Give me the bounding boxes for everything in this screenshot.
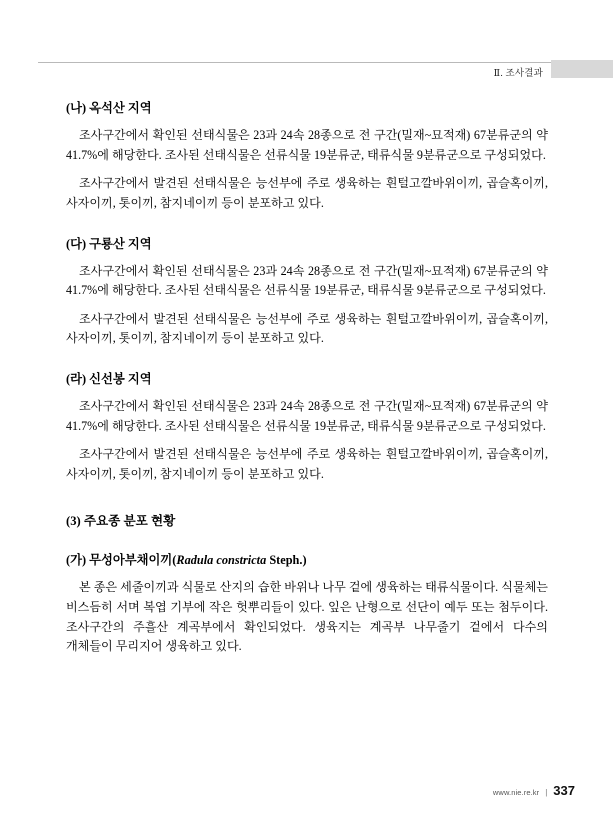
section-heading: (나) 옥석산 지역 xyxy=(66,101,152,115)
species-authority: Steph. xyxy=(266,553,303,568)
species-block xyxy=(66,552,548,657)
page-content xyxy=(66,100,548,657)
section-block xyxy=(66,100,548,214)
footer-url[interactable]: www.nie.re.kr xyxy=(492,788,540,797)
section-paragraph: 조사구간에서 확인된 선태식물은 23과 24속 28종으로 전 구간(밀재~묘적재) 67분류군의 약 41.7%에 해당한다. 조사된 선태식물은 선류식물 19분류군, 태류식물 9분류군으로 구성되었다. xyxy=(66,263,548,298)
species-heading xyxy=(66,552,548,569)
section-paragraph: 조사구간에서 발견된 선태식물은 능선부에 주로 생육하는 흰털고깔바위이끼, 곱슬혹이끼, 사자이끼, 톳이끼, 참지네이끼 등이 분포하고 있다. xyxy=(66,311,548,346)
section-paragraph: 조사구간에서 발견된 선태식물은 능선부에 주로 생육하는 흰털고깔바위이끼, 곱슬혹이끼, 사자이끼, 톳이끼, 참지네이끼 등이 분포하고 있다. xyxy=(66,447,548,481)
species-paragraph: 본 종은 세줄이끼과 식물로 산지의 습한 바위나 나무 겉에 생육하는 태류식물이다. 식물체는 비스듬히 서며 복엽 기부에 작은 헛뿌리들이 있다. 잎은 난형으로 선단이 예두 또는 첨두이다. 조사구간의 주흘산 계곡부에서 확인되었다. 생육지는 계곡부 나무줄기 겉에서 다수의 개체들이 무리지어 생육하고 있다. xyxy=(66,580,548,654)
section-paragraph: 조사구간에서 확인된 선태식물은 23과 24속 28종으로 전 구간(밀재~묘적재) 67분류군의 약 41.7%에 해당한다. 조사된 선태식물은 선류식물 19분류군, 태류식물 9분류군으로 구성되었다. xyxy=(66,128,548,162)
species-heading-prefix: (가) 무성아부채이끼( xyxy=(66,553,177,568)
section-block xyxy=(66,371,548,485)
subsection-heading: (3) 주요종 분포 현황 xyxy=(66,513,176,528)
section-heading: (라) 신선봉 지역 xyxy=(66,372,152,387)
species-scientific-name: Radula constricta xyxy=(176,553,267,568)
header-tab-block xyxy=(551,60,613,78)
section-block xyxy=(66,236,548,350)
footer-separator: | xyxy=(545,788,548,797)
section-heading: (다) 구룡산 지역 xyxy=(66,236,152,251)
section-paragraph: 조사구간에서 발견된 선태식물은 능선부에 주로 생육하는 흰털고깔바위이끼, 곱슬혹이끼, 사자이끼, 톳이끼, 참지네이끼 등이 분포하고 있다. xyxy=(66,176,548,210)
subsection-block xyxy=(66,513,548,657)
running-header-chapter: Ⅱ. 조사결과 xyxy=(493,69,543,79)
section-paragraph: 조사구간에서 확인된 선태식물은 23과 24속 28종으로 전 구간(밀재~묘적재) 67분류군의 약 41.7%에 해당한다. 조사된 선태식물은 선류식물 19분류군, 태류식물 9분류군으로 구성되었다. xyxy=(66,399,548,433)
header-divider xyxy=(38,62,575,63)
page-number: 337 xyxy=(553,783,575,798)
page-footer xyxy=(493,783,575,798)
species-heading-suffix: ) xyxy=(302,553,307,568)
